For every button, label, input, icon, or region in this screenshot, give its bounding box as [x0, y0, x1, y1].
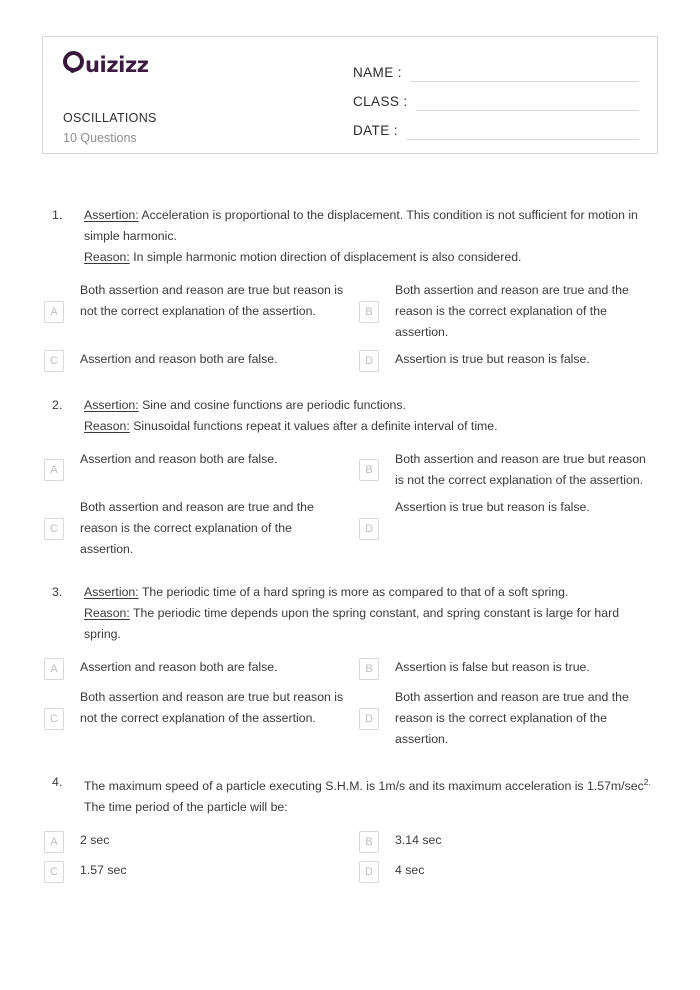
- question-head: [0, 395, 700, 437]
- quiz-title: OSCILLATIONS: [63, 111, 157, 125]
- date-field-input[interactable]: [406, 123, 639, 140]
- quizizz-q-icon: [63, 51, 84, 72]
- answer-option[interactable]: [351, 449, 658, 497]
- statement-label: Assertion:: [84, 208, 139, 222]
- option-text: Both assertion and reason are true but reason is not the correct explanation of the assertion.: [395, 452, 646, 487]
- date-field-label: DATE :: [353, 123, 398, 138]
- question-text: The maximum speed of a particle executing S.H.M. is 1m/s and its maximum acceleration is $1.57m/\sec^{2.}$ The time period of the particle will be:: [84, 777, 651, 815]
- answer-option[interactable]: [351, 860, 658, 890]
- option-letter-box[interactable]: B: [359, 658, 379, 680]
- question-spacer: [0, 890, 700, 906]
- worksheet-header-card: [42, 36, 658, 154]
- option-letter-box[interactable]: D: [359, 350, 379, 372]
- questions-list: [0, 205, 700, 906]
- answer-option[interactable]: [351, 657, 658, 687]
- option-letter-box[interactable]: D: [359, 708, 379, 730]
- statement-body: Sine and cosine functions are periodic functions.: [138, 398, 406, 412]
- question-block: [0, 772, 700, 890]
- date-field-row: [353, 111, 639, 140]
- option-text: Assertion and reason both are false.: [80, 452, 278, 466]
- statement-label: Assertion:: [84, 398, 139, 412]
- option-text: 3.14 sec: [395, 833, 442, 848]
- statement-body: Sinusoidal functions repeat it values after a definite interval of time.: [129, 419, 498, 433]
- option-letter-box[interactable]: C: [44, 518, 64, 540]
- question-statement: [84, 582, 658, 603]
- statement-body: In simple harmonic motion direction of displacement is also considered.: [129, 250, 522, 264]
- question-number: 1.: [52, 208, 63, 222]
- answer-option[interactable]: [44, 497, 351, 566]
- answer-option[interactable]: [351, 349, 658, 379]
- option-letter-box[interactable]: A: [44, 831, 64, 853]
- question-text: [84, 205, 658, 268]
- statement-label: Assertion:: [84, 585, 139, 599]
- statement-label: Reason:: [84, 250, 130, 264]
- statement-body: Acceleration is proportional to the displacement. This condition is not sufficient for motion in simple harmonic.: [84, 208, 638, 243]
- option-text: 1.57 sec: [80, 863, 127, 878]
- option-text: Assertion and reason both are false.: [80, 352, 278, 366]
- option-letter-box[interactable]: C: [44, 350, 64, 372]
- quizizz-logo: [63, 51, 353, 77]
- option-letter-box[interactable]: B: [359, 459, 379, 481]
- question-spacer: [0, 379, 700, 395]
- option-letter-box[interactable]: B: [359, 301, 379, 323]
- answer-option[interactable]: [44, 830, 351, 860]
- question-head: [0, 582, 700, 645]
- question-head: [0, 205, 700, 268]
- option-text: 4 sec: [395, 863, 425, 878]
- question-statement: [84, 247, 658, 268]
- option-text: Both assertion and reason are true but reason is not the correct explanation of the assertion.: [80, 283, 344, 318]
- question-number: 2.: [52, 398, 63, 412]
- class-field-input[interactable]: [416, 94, 639, 111]
- option-text: Assertion is true but reason is false.: [395, 500, 590, 514]
- question-number: 4.: [52, 775, 63, 789]
- answer-option[interactable]: [44, 449, 351, 497]
- option-text: Assertion is true but reason is false.: [395, 352, 590, 366]
- option-letter-box[interactable]: A: [44, 658, 64, 680]
- option-letter-box[interactable]: C: [44, 708, 64, 730]
- question-head: [0, 772, 700, 818]
- answer-option[interactable]: [44, 349, 351, 379]
- answer-option[interactable]: [44, 860, 351, 890]
- statement-label: Reason:: [84, 606, 130, 620]
- option-text: Assertion and reason both are false.: [80, 660, 278, 674]
- quiz-question-count: 10 Questions: [63, 131, 137, 145]
- answer-option[interactable]: [351, 280, 658, 349]
- class-field-row: [353, 82, 639, 111]
- statement-label: Reason:: [84, 419, 130, 433]
- question-number: 3.: [52, 585, 63, 599]
- statement-body: The periodic time depends upon the spring constant, and spring constant is large for hard spring.: [84, 606, 620, 641]
- statement-body: The periodic time of a hard spring is more as compared to that of a soft spring.: [138, 585, 569, 599]
- quizizz-logo-text: uizizz: [85, 53, 149, 77]
- question-block: [0, 395, 700, 566]
- question-statement: [84, 395, 658, 416]
- question-statement: [84, 205, 658, 247]
- option-text: Both assertion and reason are true and the reason is the correct explanation of the assertion.: [80, 500, 314, 556]
- question-statement: [84, 603, 658, 645]
- answer-options: [0, 830, 700, 890]
- question-block: [0, 582, 700, 756]
- question-block: [0, 205, 700, 379]
- name-field-row: [353, 53, 639, 82]
- option-text: Assertion is false but reason is true.: [395, 660, 590, 674]
- question-text: [84, 582, 658, 645]
- option-text: Both assertion and reason are true and the reason is the correct explanation of the assertion.: [395, 690, 629, 746]
- option-text: 2 sec: [80, 833, 110, 848]
- answer-options: [0, 280, 700, 379]
- question-spacer: [0, 566, 700, 582]
- question-spacer: [0, 756, 700, 772]
- answer-option[interactable]: [351, 830, 658, 860]
- option-text: Both assertion and reason are true and the reason is the correct explanation of the assertion.: [395, 283, 629, 339]
- question-text: [84, 395, 658, 437]
- option-text: Both assertion and reason are true but reason is not the correct explanation of the assertion.: [80, 690, 344, 725]
- option-letter-box[interactable]: C: [44, 861, 64, 883]
- answer-option[interactable]: [351, 497, 658, 566]
- header-left-panel: [43, 37, 353, 153]
- name-field-label: NAME :: [353, 65, 402, 80]
- class-field-label: CLASS :: [353, 94, 408, 109]
- answer-option[interactable]: [44, 280, 351, 349]
- option-letter-box[interactable]: A: [44, 301, 64, 323]
- option-letter-box[interactable]: B: [359, 831, 379, 853]
- name-field-input[interactable]: [410, 65, 639, 82]
- answer-options: [0, 449, 700, 566]
- answer-option[interactable]: [351, 687, 658, 756]
- question-statement: [84, 416, 658, 437]
- option-letter-box[interactable]: D: [359, 861, 379, 883]
- option-letter-box[interactable]: D: [359, 518, 379, 540]
- option-letter-box[interactable]: A: [44, 459, 64, 481]
- answer-option[interactable]: [44, 657, 351, 687]
- header-fields-panel: [353, 37, 657, 153]
- answer-option[interactable]: [44, 687, 351, 756]
- answer-options: [0, 657, 700, 756]
